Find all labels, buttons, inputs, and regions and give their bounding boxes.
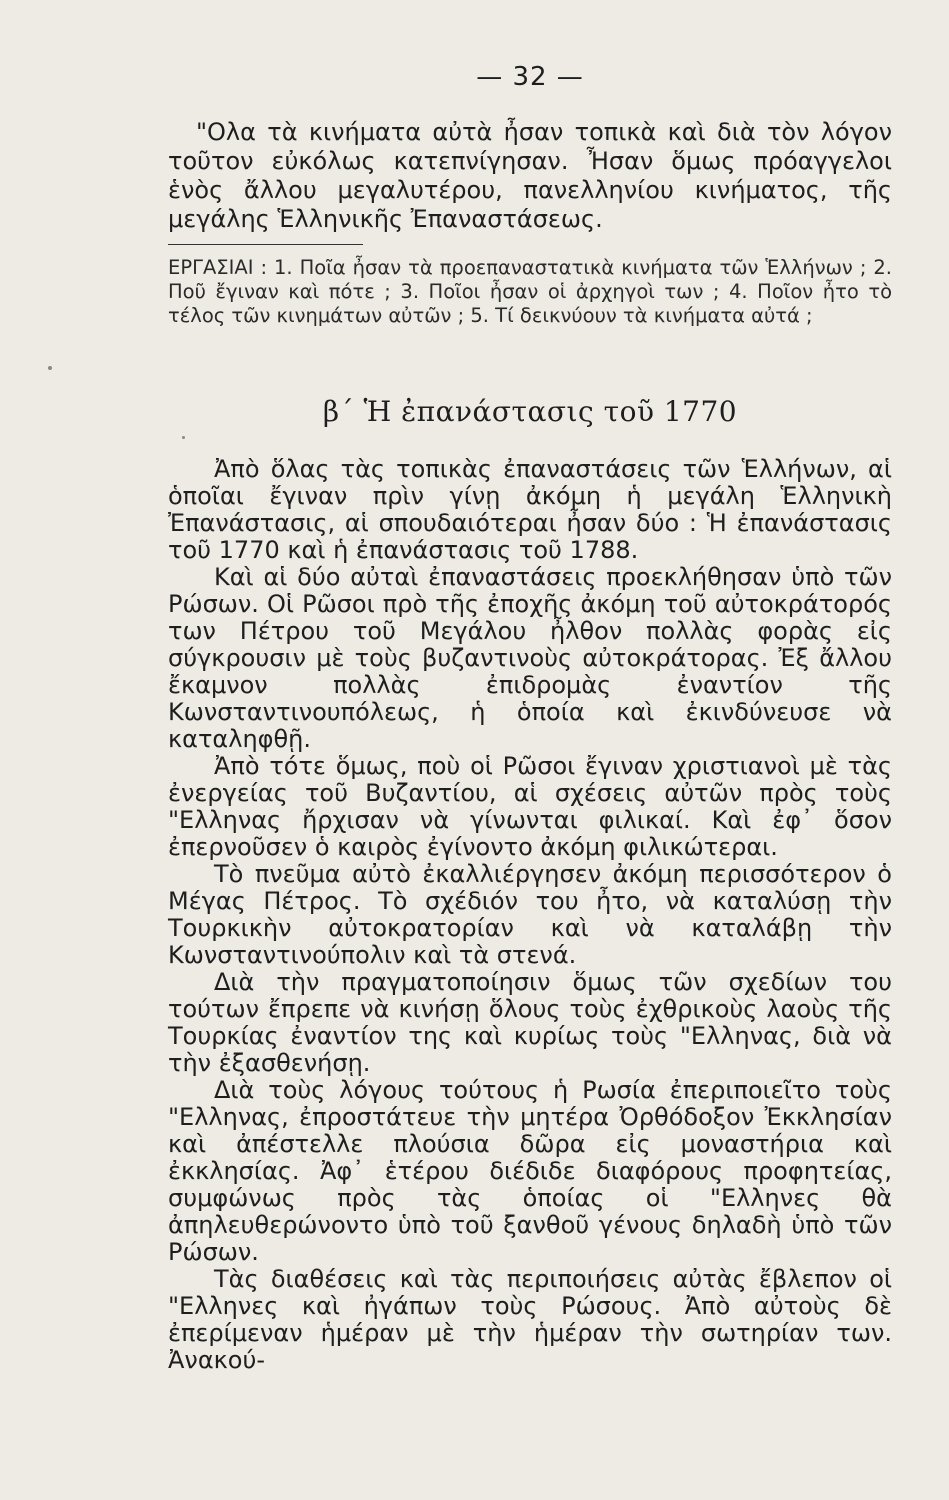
- paragraph: Διὰ τὴν πραγματοποίησιν ὅμως τῶν σχεδίων του τούτων ἔπρεπε νὰ κινήσῃ ὅλους τοὺς ἐχθρικοὺς λαοὺς τῆς Τουρκίας ἐναντίον της καὶ κυρίως τοὺς "Ελληνας, διὰ νὰ τὴν ἐξασθενήσῃ.: [168, 968, 892, 1077]
- paragraph: Διὰ τοὺς λόγους τούτους ἡ Ρωσία ἐπεριποιεῖτο τοὺς "Ελληνας, ἐπροστάτευε τὴν μητέρα Ὀρθόδοξον Ἐκκλησίαν καὶ ἀπέστελλε πλούσια δῶρα εἰς μοναστήρια καὶ ἐκκλησίας. Ἀφ᾽ ἑτέρου διέδιδε διαφόρους προφητείας, συμφώνως πρὸς τὰς ὁποίας οἱ "Ελληνες θὰ ἀπηλευθερώνοντο ὑπὸ τοῦ ξανθοῦ γένους δηλαδὴ ὑπὸ τῶν Ρώσων.: [168, 1076, 892, 1266]
- separator-rule: [168, 244, 363, 245]
- intro-text: "Ολα τὰ κινήματα αὐτὰ ἦσαν τοπικὰ καὶ διὰ τὸν λόγον τοῦτον εὐκόλως κατεπνίγησαν. Ἦσαν ὅμως πρόαγγελοι ἑνὸς ἄλλου μεγαλυτέρου, πανελληνίου κινήματος, τῆς μεγάλης Ἑλληνικῆς Ἐπαναστάσεως.: [168, 118, 892, 233]
- print-speck: [48, 366, 52, 370]
- intro-paragraph: [168, 118, 892, 234]
- section-title: β΄ Ἡ ἐπανάστασις τοῦ 1770: [322, 395, 738, 428]
- paragraph: Τὸ πνεῦμα αὐτὸ ἐκαλλιέργησεν ἀκόμη περισσότερον ὁ Μέγας Πέτρος. Τὸ σχέδιόν του ἦτο, νὰ καταλύσῃ τὴν Τουρκικὴν αὐτοκρατορίαν καὶ νὰ καταλάβῃ τὴν Κωνσταντινούπολιν καὶ τὰ στενά.: [168, 860, 892, 969]
- paragraph: Τὰς διαθέσεις καὶ τὰς περιποιήσεις αὐτὰς ἔβλεπον οἱ "Ελληνες καὶ ἠγάπων τοὺς Ρώσους. Ἀπὸ αὐτοὺς δὲ ἐπερίμεναν ἡμέραν μὲ τὴν ἡμέραν τὴν σωτηρίαν των. Ἀνακού-: [168, 1265, 892, 1374]
- paragraph: Ἀπὸ ὅλας τὰς τοπικὰς ἐπαναστάσεις τῶν Ἑλλήνων, αἱ ὁποῖαι ἔγιναν πρὶν γίνῃ ἀκόμη ἡ μεγάλη Ἑλληνικὴ Ἐπανάστασις, αἱ σπουδαιότεραι ἦσαν δύο : Ἡ ἐπανάστασις τοῦ 1770 καὶ ἡ ἐπανάστασις τοῦ 1788.: [168, 455, 892, 564]
- paragraph: Καὶ αἱ δύο αὐταὶ ἐπαναστάσεις προεκλήθησαν ὑπὸ τῶν Ρώσων. Οἱ Ρῶσοι πρὸ τῆς ἐποχῆς ἀκόμη τοῦ αὐτοκράτορός των Πέτρου τοῦ Μεγάλου ἦλθον πολλὰς φορὰς εἰς σύγκρουσιν μὲ τοὺς βυζαντινοὺς αὐτοκράτορας. Ἐξ ἄλλου ἔκαμνον πολλὰς ἐπιδρομὰς ἐναντίον τῆς Κωνσταντινουπόλεως, ἡ ὁποία καὶ ἐκινδύνευσε νὰ καταληφθῇ.: [168, 563, 892, 753]
- exercises-text: ΕΡΓΑΣΙΑΙ : 1. Ποῖα ἦσαν τὰ προεπαναστατικὰ κινήματα τῶν Ἑλλήνων ; 2. Ποῦ ἔγιναν καὶ πότε ; 3. Ποῖοι ἦσαν οἱ ἀρχηγοὶ των ; 4. Ποῖον ἦτο τὸ τέλος τῶν κινημάτων αὐτῶν ; 5. Τί δεικνύουν τὰ κινήματα αὐτά ;: [168, 256, 892, 327]
- print-speck: [182, 436, 185, 439]
- body-text: [168, 456, 892, 1374]
- page-number: — 32 —: [476, 62, 584, 92]
- paragraph: Ἀπὸ τότε ὅμως, ποὺ οἱ Ρῶσοι ἔγιναν χριστιανοὶ μὲ τὰς ἐνεργείας τοῦ Βυζαντίου, αἱ σχέσεις αὐτῶν πρὸς τοὺς "Ελληνας ἤρχισαν νὰ γίνωνται φιλικαί. Καὶ ἐφ᾽ ὅσον ἐπερνοῦσεν ὁ καιρὸς ἐγίνοντο ἀκόμη φιλικώτεραι.: [168, 752, 892, 861]
- exercises-block: [168, 256, 892, 328]
